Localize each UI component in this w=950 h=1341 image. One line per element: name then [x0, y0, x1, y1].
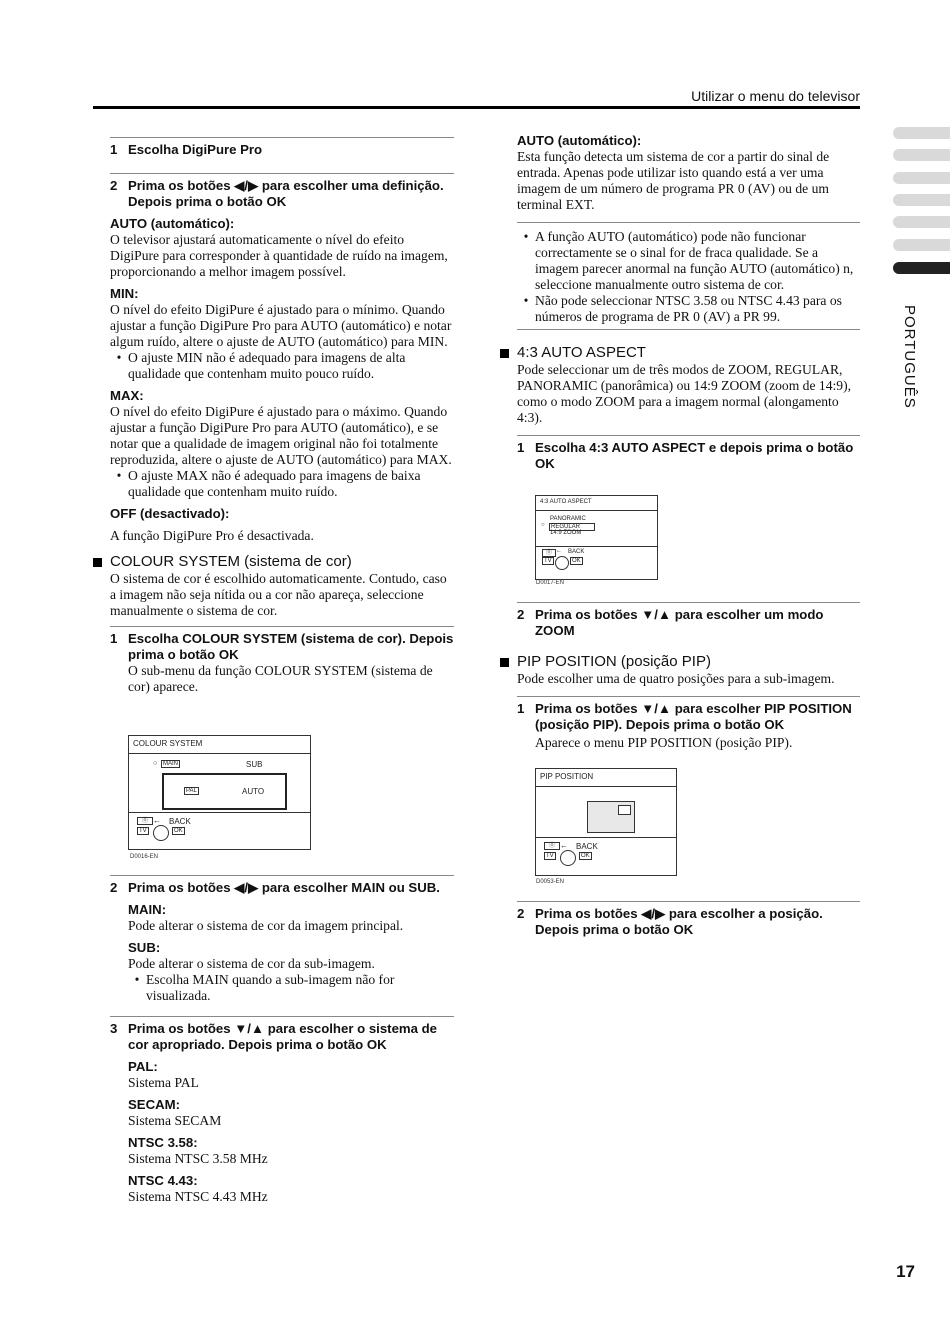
off-label: OFF (desactivado):	[110, 506, 230, 521]
chapter-tab	[893, 172, 950, 184]
zoom-option: 14:9 ZOOM	[550, 530, 582, 536]
language-tab-label: PORTUGUÊS	[901, 305, 918, 409]
pal-text: Sistema PAL	[128, 1075, 199, 1090]
min-label: MIN:	[110, 286, 139, 301]
chapter-tab	[893, 216, 950, 228]
ok-key: OK	[174, 828, 183, 834]
regular-option: REGULAR	[549, 523, 595, 531]
aspect-intro: Pode seleccionar um de três modos de ZOOM, REGULAR, PANORAMIC (panorâmica) ou 14:9 ZOOM (zoom de 14:9), como o modo ZOOM para a imagem normal (alongamento 4:3).	[517, 362, 852, 425]
auto-detect-label: AUTO (automático):	[517, 133, 642, 148]
back-key-icon: ⓪	[542, 549, 556, 557]
max-text: O nível do efeito DigiPure é ajustado para o máximo. Quando ajustar a função DigiPure Pro para AUTO (automático), e se notar que a qualidade de imagem original não foi totalmente reproduzida, altere o ajuste de AUTO (automático) para MAX.	[110, 404, 452, 467]
dpad-icon	[555, 556, 569, 570]
sub-bullet: • Escolha MAIN quando a sub-imagem não for visualizada.	[134, 972, 395, 1003]
arrow-left-icon: ←	[153, 816, 161, 825]
auto-text: O televisor ajustará automaticamente o nível do efeito DigiPure para corresponder à quantidade de ruído na imagem, proporcionando a melhor imagem possível.	[110, 232, 448, 279]
aspect-step-2: 2 Prima os botões ▼/▲ para escolher um modo ZOOM	[517, 602, 860, 639]
main-option: MAIN	[163, 761, 178, 767]
left-column-lower	[110, 875, 454, 1205]
figure-code: D0016-EN	[130, 854, 159, 860]
ok-key: OK	[581, 853, 590, 859]
chapter-tab	[893, 239, 950, 251]
radio-icon: ○	[153, 760, 158, 767]
arrow-left-icon: ←	[560, 841, 568, 850]
aspect-heading: 4:3 AUTO ASPECT	[517, 344, 860, 362]
tv-key: TV	[546, 853, 554, 859]
figure-code: D0017-EN	[536, 580, 565, 586]
back-label: BACK	[568, 549, 585, 555]
min-text: O nível do efeito DigiPure é ajustado para o mínimo. Quando ajustar a função DigiPure Pro para AUTO (automático) e notar algum ruído, altere o ajuste de AUTO (automático) para MIN.	[110, 302, 452, 349]
pip-heading: PIP POSITION (posição PIP)	[517, 653, 860, 671]
pip-screen	[535, 768, 677, 876]
auto-detect-text: Esta função detecta um sistema de cor a partir do sinal de entrada. Apenas pode utilizar isto quando está a ver uma imagem de um número de programa PR 0 (AV) ou de um terminal EXT.	[517, 149, 830, 212]
colour-step-1: 1 Escolha COLOUR SYSTEM (sistema de cor). Depois prima o botão OK	[110, 626, 454, 663]
digipure-step-1: 1 Escolha DigiPure Pro	[110, 137, 454, 158]
running-header: Utilizar o menu do televisor	[691, 88, 860, 104]
max-label: MAX:	[110, 388, 144, 403]
radio-icon: ○	[541, 522, 545, 528]
right-column-lower	[517, 602, 860, 751]
tv-key: TV	[544, 558, 552, 564]
ntsc358-text: Sistema NTSC 3.58 MHz	[128, 1151, 268, 1166]
chapter-tab	[893, 127, 950, 139]
auto-value: AUTO	[242, 787, 265, 796]
digipure-step-2: 2 Prima os botões ◀/▶ para escolher uma definição. Depois prima o botão OK	[110, 173, 454, 210]
back-label: BACK	[576, 842, 598, 851]
colour-intro: O sistema de cor é escolhido automaticamente. Contudo, caso a imagem não seja nítida ou a cor não apareça, seleccione manualmente o sistema de cor.	[110, 571, 447, 618]
pip-sub-picture	[618, 805, 631, 815]
back-key-icon: ⓪	[544, 842, 560, 850]
secam-label: SECAM:	[128, 1097, 181, 1112]
panoramic-option: PANORAMIC	[550, 516, 586, 522]
tv-key: TV	[139, 828, 147, 834]
screen-title: COLOUR SYSTEM	[133, 739, 203, 748]
figure-code: D0053-EN	[536, 879, 565, 885]
colour-step-2: 2 Prima os botões ◀/▶ para escolher MAIN ou SUB.	[110, 875, 454, 896]
system-select-box	[162, 773, 287, 810]
auto-bullet-1: • A função AUTO (automático) pode não funcionar correctamente se o sinal for de fraca qualidade. Se a imagem parecer anormal na função AUTO (automático) n, seleccione manualmente outro sistema de cor.	[523, 229, 854, 292]
main-text: Pode alterar o sistema de cor da imagem principal.	[128, 918, 404, 933]
screen-title: 4:3 AUTO ASPECT	[540, 499, 592, 505]
aspect-screen	[535, 495, 658, 580]
pal-value: PAL	[186, 788, 197, 794]
arrow-left-icon: ←	[556, 548, 562, 554]
sub-label: SUB:	[128, 940, 161, 955]
chapter-tab-active	[893, 262, 950, 274]
aspect-step-1: 1 Escolha 4:3 AUTO ASPECT e depois prima o botão OK	[517, 435, 860, 472]
colour-step-1-text: O sub-menu da função COLOUR SYSTEM (sistema de cor) aparece.	[128, 663, 433, 694]
ntsc358-label: NTSC 3.58:	[128, 1135, 198, 1150]
colour-step-3: 3 Prima os botões ▼/▲ para escolher o sistema de cor apropriado. Depois prima o botão OK	[110, 1016, 454, 1053]
chapter-tab	[893, 194, 950, 206]
auto-bullet-2: • Não pode seleccionar NTSC 3.58 ou NTSC 4.43 para os números de programa de PR 0 (AV) a PR 99.	[523, 293, 842, 324]
ntsc443-text: Sistema NTSC 4.43 MHz	[128, 1189, 268, 1204]
off-text: A função DigiPure Pro é desactivada.	[110, 528, 314, 543]
pip-main-picture	[587, 801, 635, 833]
back-label: BACK	[169, 817, 191, 826]
back-key-icon: ⓪	[137, 817, 153, 825]
pip-step-2: 2 Prima os botões ◀/▶ para escolher a posição. Depois prima o botão OK	[517, 901, 860, 938]
left-column	[110, 137, 454, 695]
ntsc443-label: NTSC 4.43:	[128, 1173, 198, 1188]
main-label: MAIN:	[128, 902, 167, 917]
dpad-icon	[153, 825, 169, 841]
dpad-icon	[560, 850, 576, 866]
page-number: 17	[896, 1262, 915, 1281]
header-rule	[93, 106, 860, 109]
auto-label: AUTO (automático):	[110, 216, 235, 231]
min-bullet: • O ajuste MIN não é adequado para imagens de alta qualidade que contenham muito pouco ruído.	[116, 350, 406, 381]
screen-title: PIP POSITION	[540, 772, 594, 781]
auto-notes	[517, 222, 860, 330]
sub-option: SUB	[246, 760, 263, 769]
pip-step-1: 1 Prima os botões ▼/▲ para escolher PIP POSITION (posição PIP). Depois prima o botão OK	[517, 696, 860, 733]
max-bullet: • O ajuste MAX não é adequado para imagens de baixa qualidade que contenham muito ruído.	[116, 468, 421, 499]
pal-label: PAL:	[128, 1059, 158, 1074]
chapter-tab	[893, 149, 950, 161]
sub-text: Pode alterar o sistema de cor da sub-imagem.	[128, 956, 375, 971]
ok-key: OK	[572, 558, 581, 564]
pip-intro: Pode escolher uma de quatro posições para a sub-imagem.	[517, 671, 835, 686]
secam-text: Sistema SECAM	[128, 1113, 222, 1128]
colour-system-heading: COLOUR SYSTEM (sistema de cor)	[110, 553, 454, 571]
right-column-bottom	[517, 901, 860, 938]
colour-system-screen	[128, 735, 311, 850]
right-column	[517, 133, 860, 472]
pip-step-1-text: Aparece o menu PIP POSITION (posição PIP).	[535, 735, 793, 750]
